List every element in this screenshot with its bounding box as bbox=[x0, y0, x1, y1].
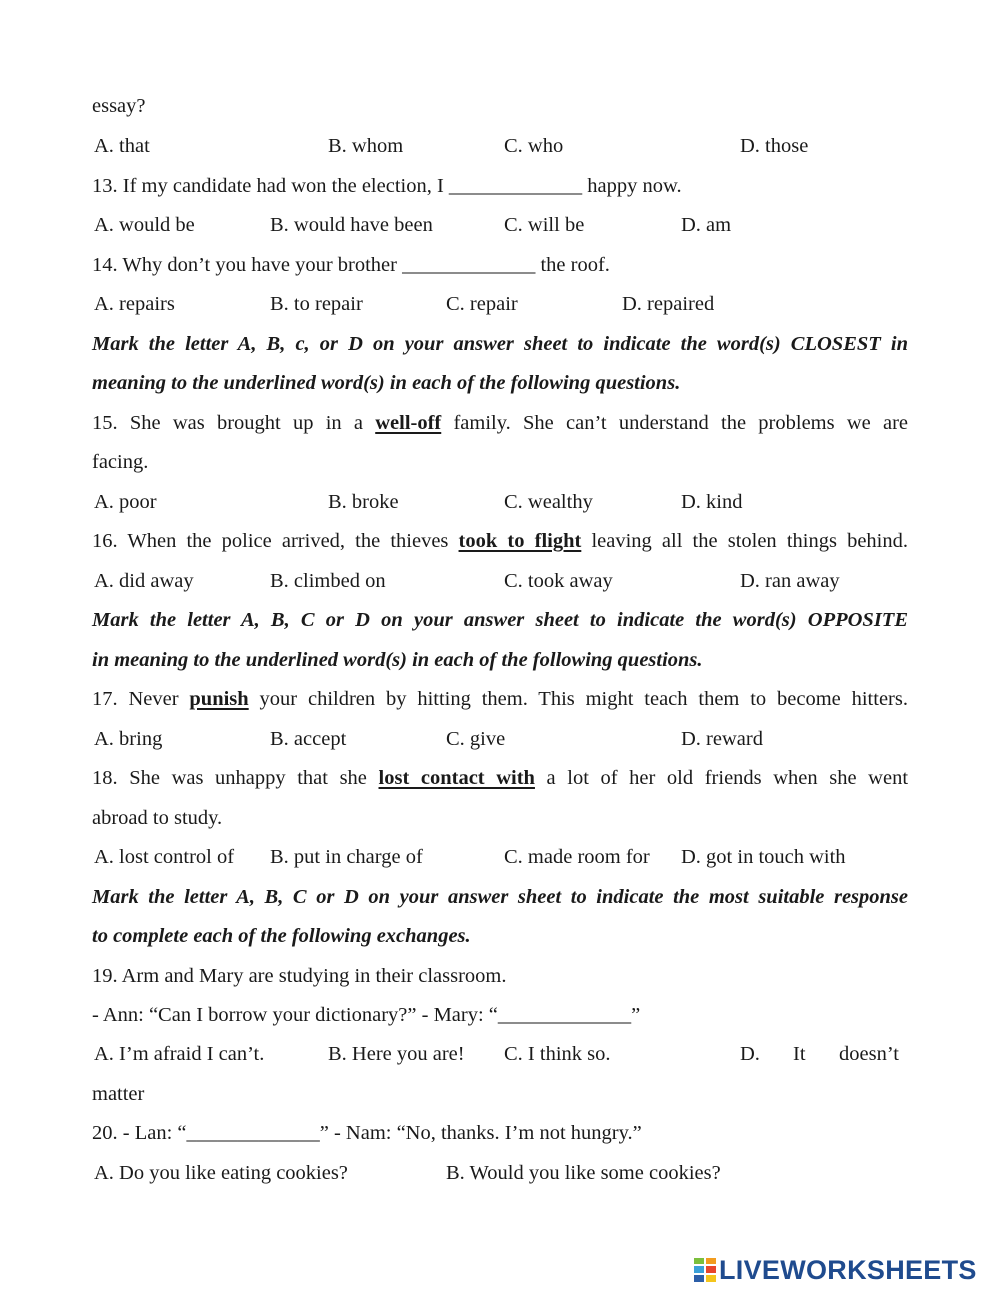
q18-option-b[interactable]: B. put in charge of bbox=[270, 846, 423, 868]
q17-option-c[interactable]: C. give bbox=[446, 728, 506, 750]
q12-option-c[interactable]: C. who bbox=[504, 135, 564, 157]
q13-option-a[interactable]: A. would be bbox=[94, 214, 195, 236]
q12-stem-end: essay? bbox=[92, 95, 146, 117]
q18-option-d[interactable]: D. got in touch with bbox=[681, 846, 846, 868]
q19-option-b[interactable]: B. Here you are! bbox=[328, 1043, 465, 1065]
q16-option-d[interactable]: D. ran away bbox=[740, 570, 840, 592]
q13-option-c[interactable]: C. will be bbox=[504, 214, 585, 236]
q17-option-a[interactable]: A. bring bbox=[94, 728, 163, 750]
q18-stem bbox=[92, 766, 908, 790]
q18-option-a[interactable]: A. lost control of bbox=[94, 846, 235, 868]
q19-option-c[interactable]: C. I think so. bbox=[504, 1043, 611, 1065]
q15-stem-line2: facing. bbox=[92, 451, 149, 473]
q20-stem: 20. - Lan: “_____________” - Nam: “No, thanks. I’m not hungry.” bbox=[92, 1122, 642, 1144]
q17-stem-pre: 17. Never bbox=[92, 688, 190, 710]
q19-stem: 19. Arm and Mary are studying in their classroom. bbox=[92, 965, 507, 987]
q16-stem bbox=[92, 529, 908, 553]
q13-option-d[interactable]: D. am bbox=[681, 214, 732, 236]
q17-underlined-word: punish bbox=[189, 688, 249, 710]
q19-option-d-letter[interactable]: D. bbox=[740, 1043, 760, 1065]
q13-option-b[interactable]: B. would have been bbox=[270, 214, 433, 236]
q14-stem: 14. Why don’t you have your brother _____________ the roof. bbox=[92, 254, 610, 276]
q17-option-d[interactable]: D. reward bbox=[681, 728, 763, 750]
q18-underlined-phrase: lost contact with bbox=[378, 767, 535, 789]
q17-stem bbox=[92, 687, 908, 711]
liveworksheets-logo-text: LIVEWORKSHEETS bbox=[719, 1254, 977, 1285]
q12-option-b[interactable]: B. whom bbox=[328, 135, 404, 157]
q20-option-b[interactable]: B. Would you like some cookies? bbox=[446, 1162, 721, 1184]
q15-option-a[interactable]: A. poor bbox=[94, 491, 157, 513]
q18-option-c[interactable]: C. made room for bbox=[504, 846, 650, 868]
q17-stem-post: your children by hitting them. This might teach them to become hitters. bbox=[248, 688, 908, 710]
liveworksheets-logo bbox=[693, 1255, 977, 1285]
q19-option-a[interactable]: A. I’m afraid I can’t. bbox=[94, 1043, 265, 1065]
q19-option-d-cont[interactable]: matter bbox=[92, 1083, 145, 1105]
q18-stem-line2: abroad to study. bbox=[92, 807, 223, 829]
q15-option-b[interactable]: B. broke bbox=[328, 491, 399, 513]
q15-option-c[interactable]: C. wealthy bbox=[504, 491, 593, 513]
q17-option-b[interactable]: B. accept bbox=[270, 728, 347, 750]
q12-option-a[interactable]: A. that bbox=[94, 135, 150, 157]
q15-underlined-word: well-off bbox=[375, 412, 442, 434]
q16-stem-pre: 16. When the police arrived, the thieves bbox=[92, 530, 459, 552]
q15-stem-post: family. She can’t understand the problems we are bbox=[441, 412, 908, 434]
q16-option-c[interactable]: C. took away bbox=[504, 570, 613, 592]
q14-option-d[interactable]: D. repaired bbox=[622, 293, 715, 315]
q18-stem-pre: 18. She was unhappy that she bbox=[92, 767, 379, 789]
instruction-opposite-line1: Mark the letter A, B, C or D on your answer sheet to indicate the word(s) OPPOSITE bbox=[92, 609, 908, 631]
q16-underlined-phrase: took to flight bbox=[458, 530, 582, 552]
instruction-response-line1: Mark the letter A, B, C or D on your answer sheet to indicate the most suitable response bbox=[92, 886, 908, 908]
q16-stem-post: leaving all the stolen things behind. bbox=[581, 530, 908, 552]
liveworksheets-logo-icon bbox=[693, 1257, 717, 1283]
q14-option-a[interactable]: A. repairs bbox=[94, 293, 175, 315]
q14-option-b[interactable]: B. to repair bbox=[270, 293, 363, 315]
q19-dialogue: - Ann: “Can I borrow your dictionary?” - Mary: “_____________” bbox=[92, 1004, 641, 1026]
instruction-closest-line1: Mark the letter A, B, c, or D on your answer sheet to indicate the word(s) CLOSEST in bbox=[92, 333, 908, 355]
q12-option-d[interactable]: D. those bbox=[740, 135, 809, 157]
q15-stem bbox=[92, 411, 908, 435]
instruction-opposite-line2: in meaning to the underlined word(s) in each of the following questions. bbox=[92, 649, 703, 671]
q15-stem-pre: 15. She was brought up in a bbox=[92, 412, 376, 434]
instruction-closest-line2: meaning to the underlined word(s) in each of the following questions. bbox=[92, 372, 681, 394]
q15-option-d[interactable]: D. kind bbox=[681, 491, 743, 513]
q20-option-a[interactable]: A. Do you like eating cookies? bbox=[94, 1162, 348, 1184]
q14-option-c[interactable]: C. repair bbox=[446, 293, 518, 315]
q16-option-b[interactable]: B. climbed on bbox=[270, 570, 386, 592]
q18-stem-post: a lot of her old friends when she went bbox=[534, 767, 909, 789]
instruction-response-line2: to complete each of the following exchanges. bbox=[92, 925, 471, 947]
q19-option-d-word1[interactable]: It bbox=[793, 1043, 806, 1065]
q13-stem: 13. If my candidate had won the election, I _____________ happy now. bbox=[92, 175, 682, 197]
q19-option-d-word2[interactable]: doesn’t bbox=[839, 1043, 899, 1065]
q16-option-a[interactable]: A. did away bbox=[94, 570, 194, 592]
